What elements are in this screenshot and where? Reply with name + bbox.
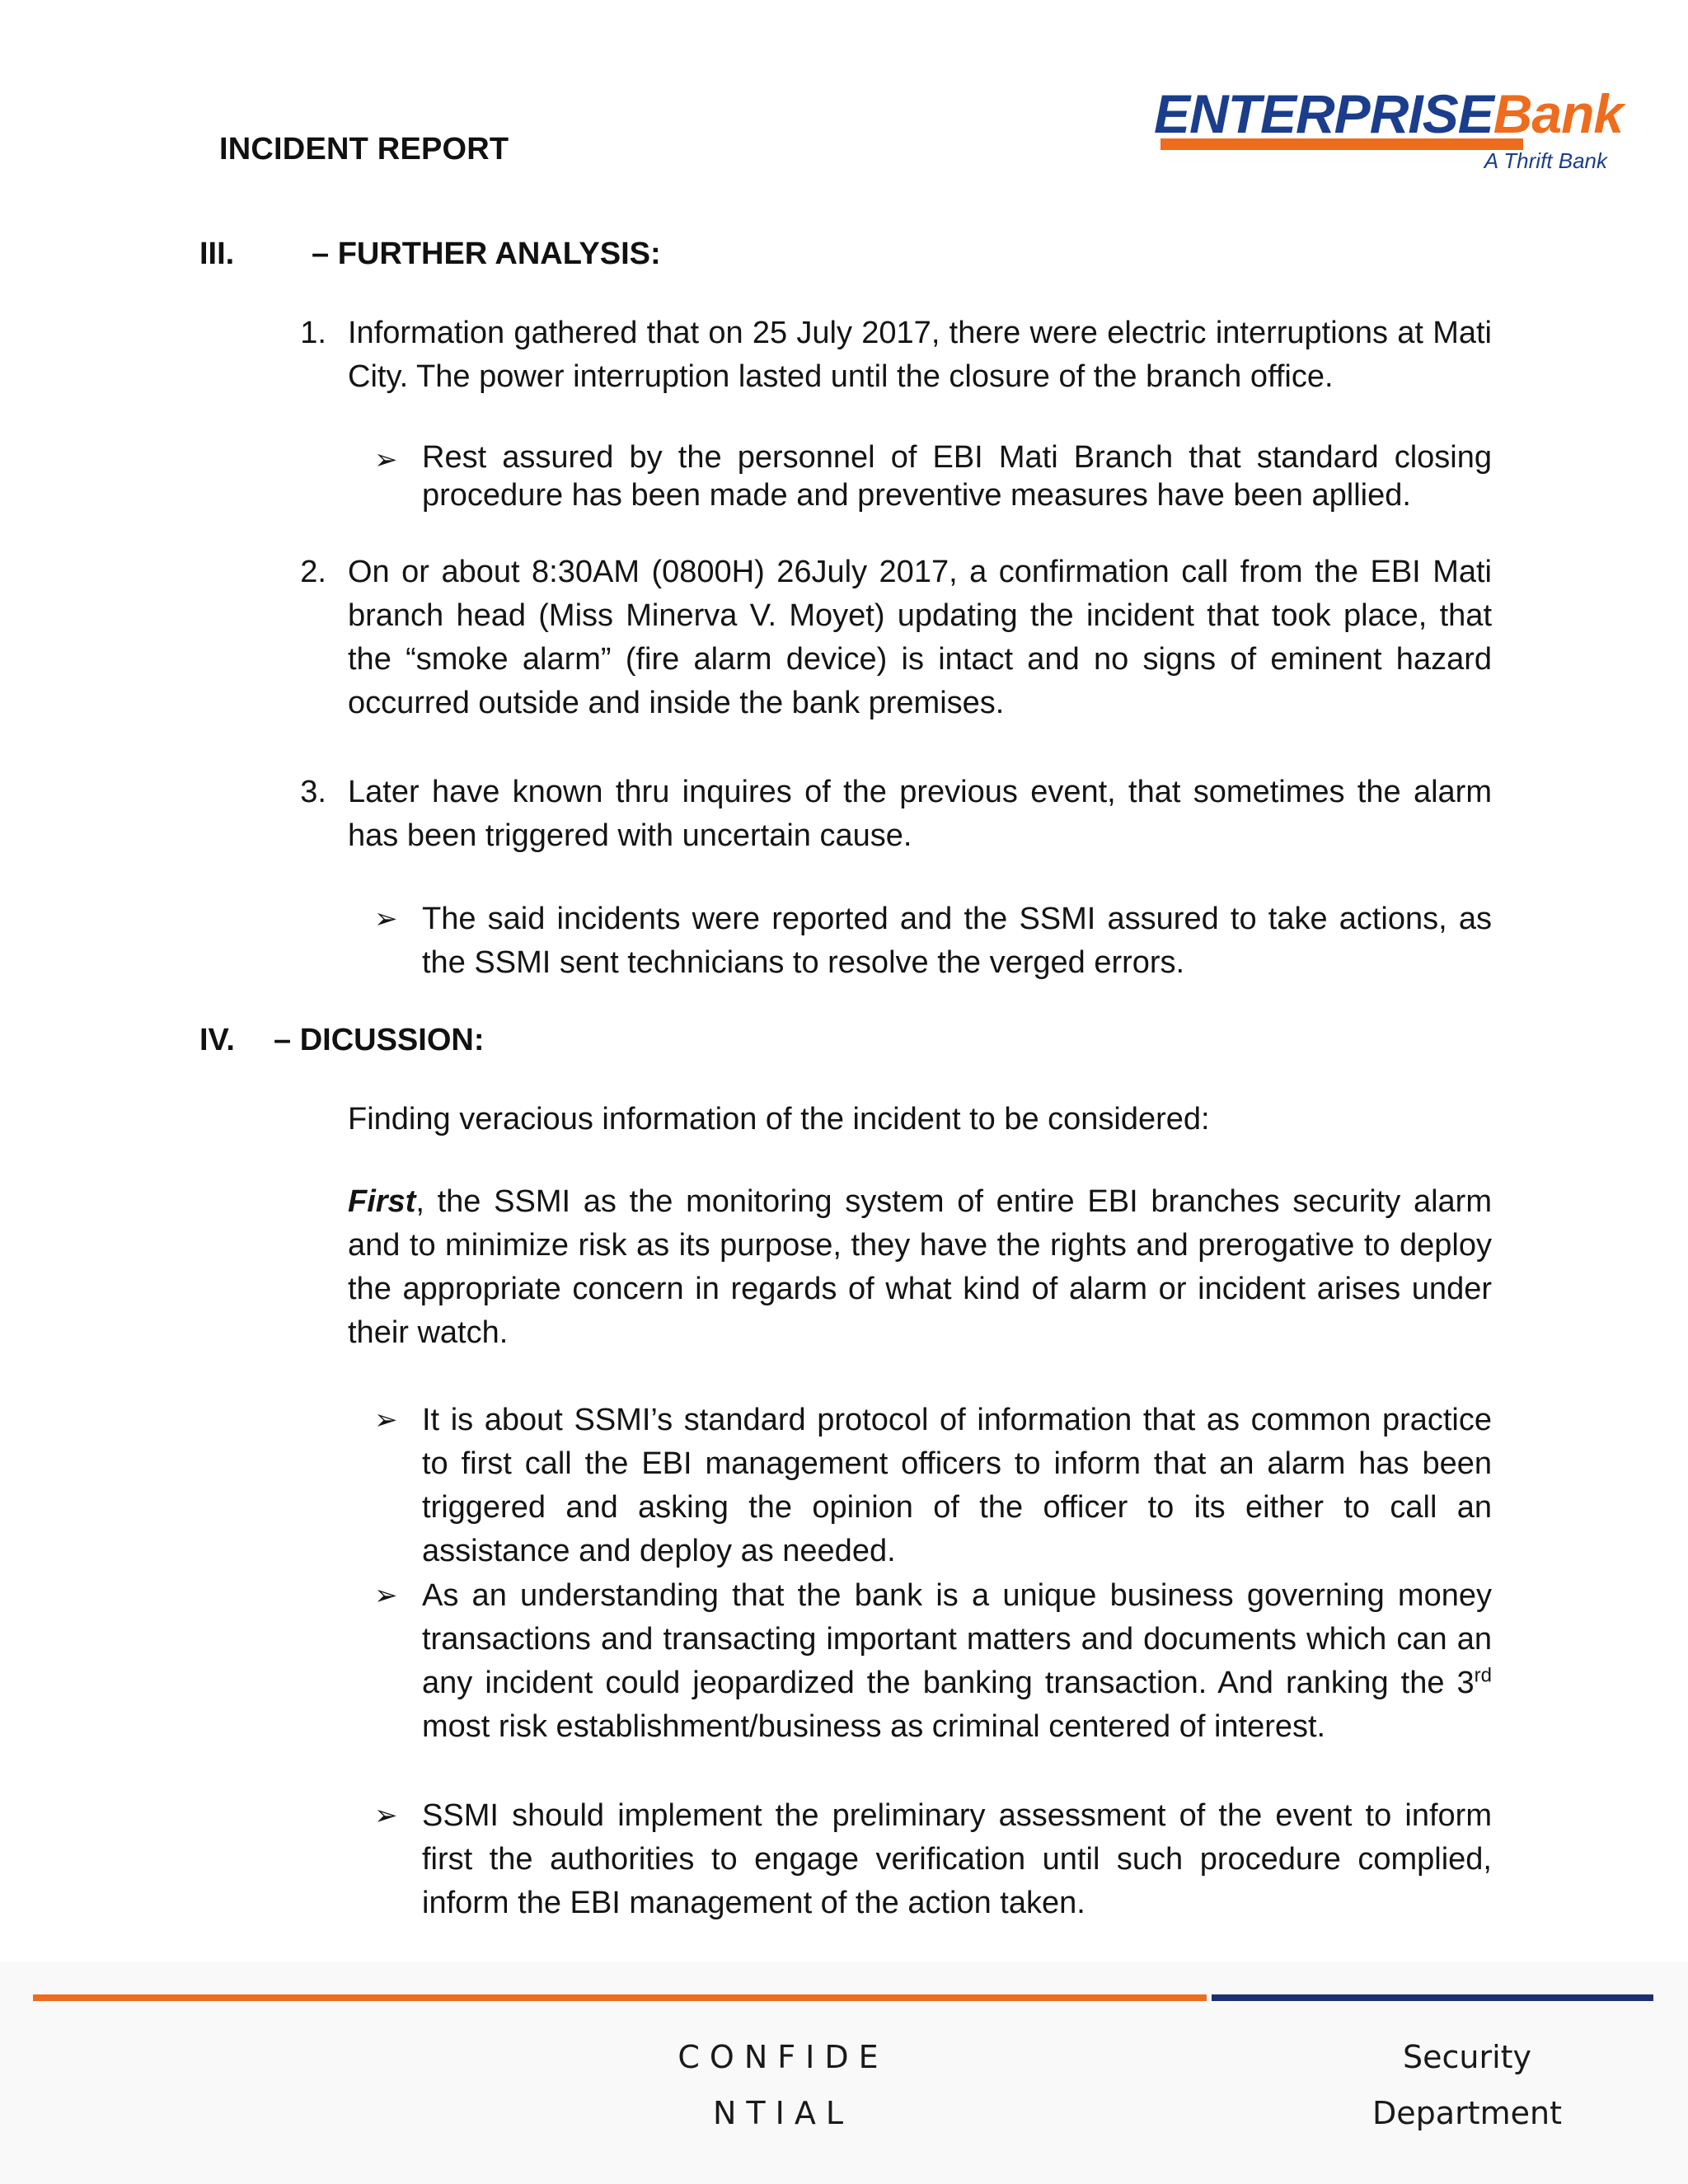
first-label: First <box>348 1184 416 1219</box>
report-title: INCIDENT REPORT <box>219 132 509 166</box>
list-item-text: Information gathered that on 25 July 2017, there were electric interruptions at Mati City. The power interruption lasted until the closure of the branch office. <box>348 316 1492 394</box>
footer-rule-orange <box>33 1994 1207 2001</box>
bullet-arrow-icon: ➢ <box>374 1800 398 1831</box>
bullet-text-part-a: As an understanding that the bank is a unique business governing money transactions and transacting important matters and documents which can an any incident could jeopardized the banking transaction. And ranking the 3 <box>422 1578 1492 1700</box>
bullet-arrow-icon: ➢ <box>374 1404 398 1436</box>
department-line-2: Department <box>1372 2095 1562 2131</box>
ordinal-suffix: rd <box>1474 1664 1492 1687</box>
bullet-text <box>422 1574 1492 1749</box>
department-line-1: Security <box>1402 2039 1532 2075</box>
department-label <box>1352 2029 1582 2141</box>
bullet-arrow-icon: ➢ <box>374 444 398 476</box>
discussion-intro: Finding veracious information of the incident to be considered: <box>348 1102 1210 1137</box>
bullet-text: It is about SSMI’s standard protocol of information that as common practice to first call the EBI management officers to inform that an alarm has been triggered and asking the opinion of the officer to its either to call an assistance and deploy as needed. <box>422 1403 1492 1568</box>
bullet-text-part-b: most risk establishment/business as criminal centered of interest. <box>422 1709 1326 1744</box>
bullet-arrow-icon: ➢ <box>374 903 398 935</box>
logo-tagline: A Thrift Bank <box>1484 148 1607 173</box>
enterprise-bank-logo <box>1154 82 1632 175</box>
section-4-number: IV. <box>199 1023 235 1057</box>
confidential-line-1: CONFIDE <box>678 2039 889 2075</box>
logo-word-accent: Bank <box>1493 83 1624 144</box>
confidential-line-2: NTIAL <box>712 2095 853 2131</box>
bullet-text: Rest assured by the personnel of EBI Mati Branch that standard closing procedure has been made and preventive measures have been apllied. <box>422 440 1492 513</box>
list-item-number: 1. <box>300 316 326 350</box>
footer-rule-navy <box>1212 1994 1653 2001</box>
list-item-number: 3. <box>300 775 326 809</box>
logo-wordmark <box>1154 82 1623 145</box>
section-3-number: III. <box>199 237 235 271</box>
discussion-first-paragraph <box>348 1180 1492 1355</box>
bullet-arrow-icon: ➢ <box>374 1580 398 1611</box>
bullet-text: The said incidents were reported and the SSMI assured to take actions, as the SSMI sent technicians to resolve the verged errors. <box>422 902 1492 980</box>
list-item-text: Later have known thru inquires of the previous event, that sometimes the alarm has been triggered with uncertain cause. <box>348 775 1492 853</box>
list-item-number: 2. <box>300 555 326 589</box>
list-item-text: On or about 8:30AM (0800H) 26July 2017, a confirmation call from the EBI Mati branch head (Miss Minerva V. Moyet) updating the incident that took place, that the “smoke alarm” (fire alarm device) is intact and no signs of eminent hazard occurred outside and inside the bank premises. <box>348 555 1492 720</box>
section-3-title: – FURTHER ANALYSIS: <box>312 237 661 271</box>
logo-word-primary: ENTERPRISE <box>1154 83 1493 144</box>
section-4-title: – DICUSSION: <box>274 1023 485 1057</box>
confidential-label <box>659 2029 907 2141</box>
first-paragraph-text: , the SSMI as the monitoring system of entire EBI branches security alarm and to minimize risk as its purpose, they have the rights and prerogative to deploy the appropriate concern in regards of what kind of alarm or incident arises under their watch. <box>348 1184 1492 1350</box>
bullet-text: SSMI should implement the preliminary assessment of the event to inform first the authorities to engage verification until such procedure complied, inform the EBI management of the action taken. <box>422 1798 1492 1920</box>
